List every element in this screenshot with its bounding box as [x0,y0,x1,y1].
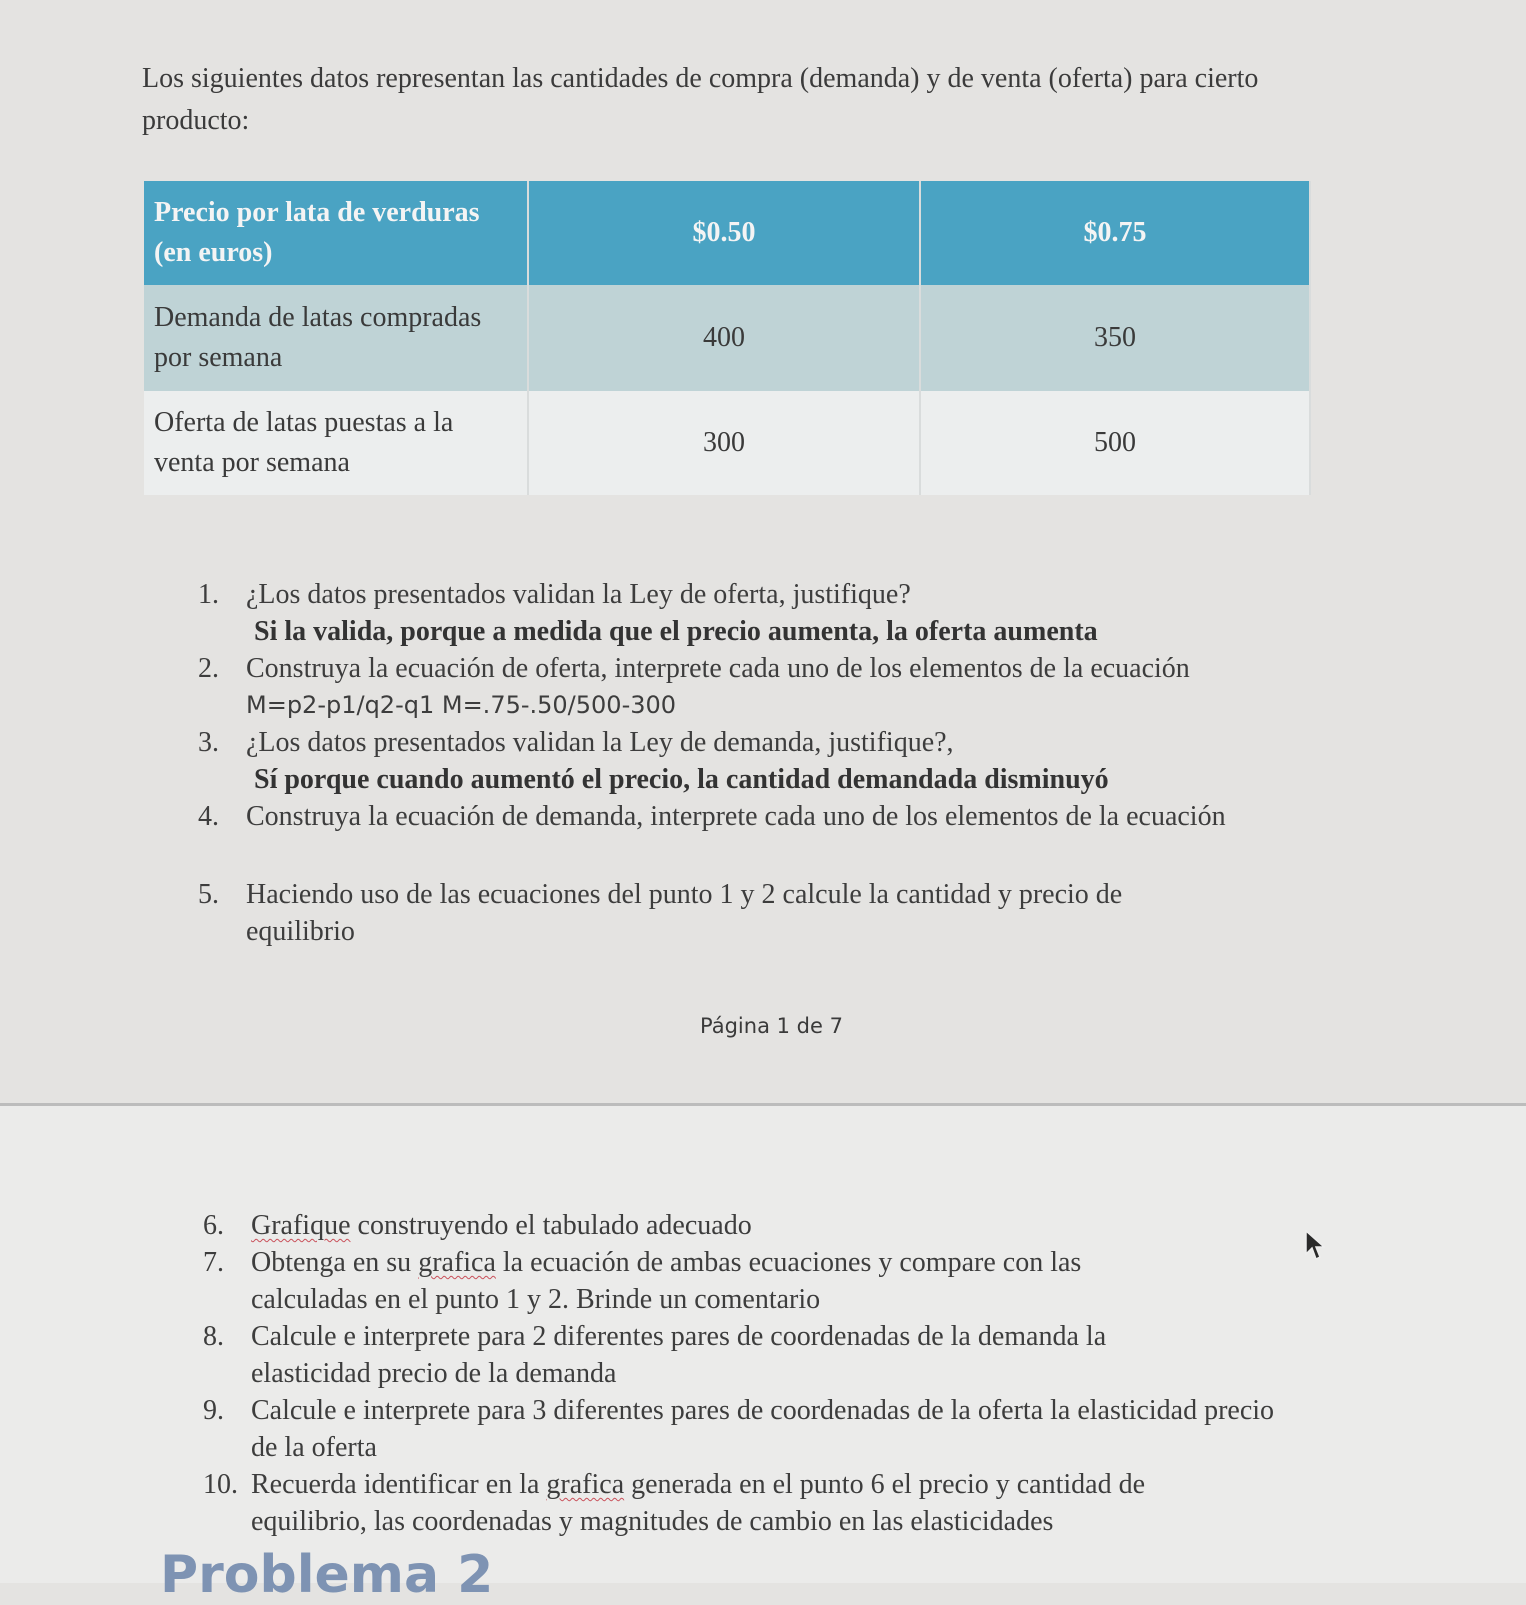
list-item [203,1392,1293,1466]
supply-demand-table [144,181,1311,495]
intro-paragraph: Los siguientes datos representan las cantidades de compra (demanda) y de venta (oferta) para cierto producto: [142,63,1259,136]
table-row-demand [144,285,1310,391]
row-label: Demanda de latas compradas por semana [144,285,528,391]
question-text: Construya la ecuación de oferta, interprete cada uno de los elementos de la ecuación [246,653,1190,684]
answer-text: Sí porque cuando aumentó el precio, la cantidad demandada disminuyó [254,764,1109,795]
mouse-pointer-icon [1305,1230,1325,1267]
table-row-supply [144,391,1310,495]
list-item [198,724,1308,798]
answer-text: M=p2-p1/q2-q1 M=.75-.50/500-300 [246,691,677,719]
cell-value: 350 [920,285,1310,391]
item-number: 8. [203,1321,224,1352]
cell-value: 400 [528,285,920,391]
misspelled-word: grafica [546,1469,625,1500]
question-text: ¿Los datos presentados validan la Ley de oferta, justifique? [246,579,911,610]
question-list-1 [198,576,1308,950]
item-number: 6. [203,1210,224,1241]
text-segment: la ecuación de ambas ecuaciones y compare con las calculadas en el punto 1 y 2. Brinde un comentario [251,1247,1082,1315]
header-price-1: $0.50 [528,181,920,285]
misspelled-word: Grafique [251,1210,351,1241]
item-number: 5. [198,879,219,910]
question-text [251,1207,1293,1244]
question-text: Calcule e interprete para 2 diferentes pares de coordenadas de la demanda la elasticidad precio de la demanda [251,1321,1107,1389]
list-item [203,1207,1293,1244]
next-problem-heading: Problema 2 [160,1545,494,1605]
list-item [198,798,1308,835]
item-number: 9. [203,1395,224,1426]
item-number: 2. [198,653,219,684]
text-segment: construyendo el tabulado adecuado [350,1210,752,1241]
question-text: Calcule e interprete para 3 diferentes pares de coordenadas de la oferta la elasticidad precio de la oferta [251,1395,1275,1463]
item-number: 7. [203,1247,224,1278]
misspelled-word: grafica [418,1247,496,1278]
cell-value: 300 [528,391,920,495]
list-item [198,650,1308,724]
list-item [203,1466,1293,1540]
header-price-label: Precio por lata de verduras (en euros) [144,181,528,285]
table-header-row [144,181,1310,285]
page-number: Página 1 de 7 [700,1014,843,1038]
text-segment: Obtenga en su [251,1247,419,1278]
list-item [203,1318,1293,1392]
text-segment: Recuerda identificar en la [251,1469,547,1500]
question-text: Construya la ecuación de demanda, interprete cada uno de los elementos de la ecuación [246,801,1226,832]
question-text [251,1466,1251,1540]
text-segment: generada en el punto 6 el precio y cantidad de equilibrio, las coordenadas y magnitudes de cambio en las elasticidades [251,1469,1146,1537]
question-text [251,1244,1181,1318]
item-number: 3. [198,727,219,758]
item-number: 1. [198,579,219,610]
item-number: 4. [198,801,219,832]
cell-value: 500 [920,391,1310,495]
header-price-2: $0.75 [920,181,1310,285]
answer-text: Si la valida, porque a medida que el precio aumenta, la oferta aumenta [254,616,1098,647]
row-label: Oferta de latas puestas a la venta por semana [144,391,528,495]
item-number: 10. [203,1469,238,1500]
question-list-2 [203,1207,1293,1540]
list-item [198,576,1308,650]
spacer [198,835,1308,876]
list-item [198,876,1308,950]
question-text: ¿Los datos presentados validan la Ley de demanda, justifique?, [246,727,954,758]
list-item [203,1244,1293,1318]
question-text: Haciendo uso de las ecuaciones del punto 1 y 2 calcule la cantidad y precio de equilibrio [246,879,1123,947]
